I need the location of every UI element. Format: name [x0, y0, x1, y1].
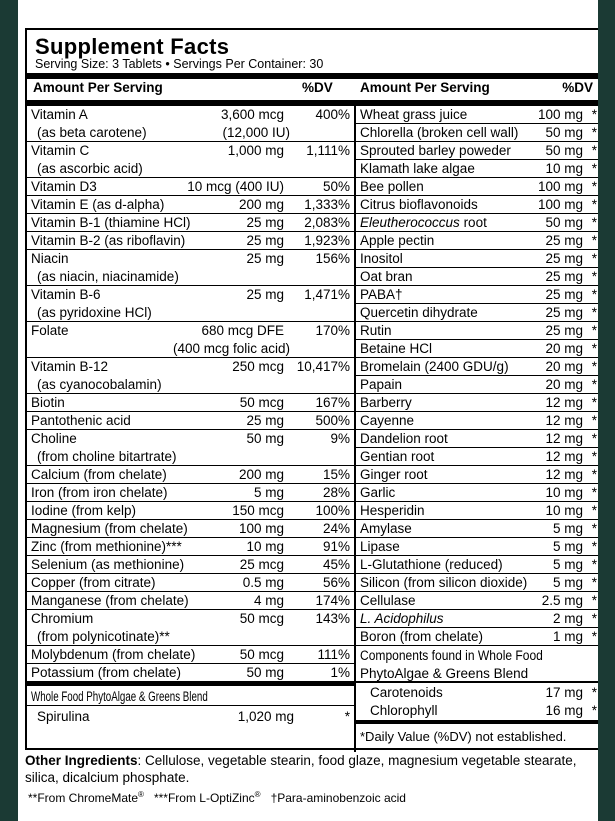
nutrient-name: Vitamin E (as d-alpha) — [31, 197, 165, 212]
nutrient-dv: 1,333% — [304, 197, 350, 212]
nutrient-row — [27, 142, 354, 178]
ingredient-name: Ginger root — [360, 467, 428, 482]
ingredient-amount: 2 mg — [552, 611, 583, 626]
nutrient-row — [27, 412, 354, 430]
nutrient-dv: 1,111% — [306, 143, 350, 158]
ingredient-amount: 25 mg — [545, 233, 583, 248]
nutrient-row — [27, 250, 354, 286]
nutrient-amount: 200 mg — [238, 467, 284, 482]
footnotes — [28, 790, 406, 805]
nutrient-dv: 45% — [322, 557, 350, 572]
nutrient-dv: 400% — [315, 107, 350, 122]
ingredient-name: PABA† — [360, 287, 403, 302]
nutrient-dv: 15% — [322, 467, 350, 482]
components-title-row — [356, 647, 598, 683]
ingredient-dv: * — [591, 575, 597, 590]
nutrient-dv: 156% — [315, 251, 350, 266]
nutrient-dv: 170% — [315, 323, 350, 338]
nutrient-amount: 25 mg — [246, 215, 284, 230]
ingredient-name-italic: Eleutherococcus — [360, 215, 460, 230]
ingredient-row — [356, 196, 598, 214]
nutrient-row — [27, 538, 354, 556]
nutrient-amount: 100 mg — [238, 521, 284, 536]
ingredient-dv: * — [591, 557, 597, 572]
note-rule — [356, 720, 598, 724]
ingredient-dv: * — [591, 359, 597, 374]
ingredient-dv: * — [591, 341, 597, 356]
nutrient-row — [27, 502, 354, 520]
ingredient-row — [356, 250, 598, 268]
component-amount: 16 mg — [545, 703, 583, 718]
nutrient-dv: 28% — [322, 485, 350, 500]
nutrient-name: Vitamin A — [31, 107, 88, 122]
ingredient-row — [356, 268, 598, 286]
ingredient-dv: * — [591, 233, 597, 248]
ingredient-amount: 5 mg — [552, 575, 583, 590]
ingredient-amount: 5 mg — [552, 539, 583, 554]
nutrient-name: Copper (from citrate) — [31, 575, 156, 590]
ingredient-name-italic: L. Acidophilus — [360, 611, 444, 626]
nutrient-row — [27, 196, 354, 214]
nutrient-row — [27, 466, 354, 484]
ingredient-amount: 50 mg — [545, 143, 583, 158]
ingredient-row — [356, 520, 598, 538]
nutrient-source: (as pyridoxine HCl) — [37, 305, 152, 320]
nutrient-dv: 1,471% — [304, 287, 350, 302]
ingredient-row — [356, 322, 598, 340]
nutrient-name: Biotin — [31, 395, 65, 410]
nutrient-name: Folate — [31, 323, 69, 338]
ingredient-row — [356, 466, 598, 484]
other-ingredients-text: : Cellulose, vegetable stearin, food glaze, magnesium vegetable stearate, silica, dicalcium phosphate. — [25, 753, 577, 785]
nutrient-dv: 9% — [330, 431, 350, 446]
blend-item-row — [27, 708, 354, 726]
ingredient-row — [356, 502, 598, 520]
nutrient-name: Magnesium (from chelate) — [31, 521, 188, 536]
component-name: Carotenoids — [370, 685, 443, 700]
ingredient-name: L-Glutathione (reduced) — [360, 557, 503, 572]
supplement-facts-panel — [25, 28, 598, 750]
ingredient-dv: * — [591, 377, 597, 392]
ingredient-dv: * — [591, 269, 597, 284]
nutrient-amount: 25 mg — [246, 251, 284, 266]
nutrient-amount: 10 mcg (400 IU) — [187, 179, 284, 194]
ingredient-row — [356, 538, 598, 556]
ingredient-row — [356, 412, 598, 430]
nutrient-name: Vitamin B-1 (thiamine HCl) — [31, 215, 191, 230]
ingredient-dv: * — [591, 305, 597, 320]
ingredient-name: Rutin — [360, 323, 392, 338]
ingredient-dv: * — [591, 611, 597, 626]
nutrient-row — [27, 214, 354, 232]
nutrient-amount: 50 mcg — [239, 611, 284, 626]
nutrient-dv: 10,417% — [296, 359, 350, 374]
ingredient-dv: * — [591, 251, 597, 266]
ingredient-amount: 12 mg — [545, 467, 583, 482]
nutrient-dv: 2,083% — [304, 215, 350, 230]
footnote-reg-b: ® — [254, 790, 261, 799]
ingredient-amount: 25 mg — [545, 287, 583, 302]
ingredient-dv: * — [591, 179, 597, 194]
ingredient-row — [356, 214, 598, 232]
daily-value-note: *Daily Value (%DV) not established. — [360, 729, 567, 744]
nutrient-row — [27, 394, 354, 412]
nutrient-row — [27, 286, 354, 322]
nutrient-row — [27, 178, 354, 196]
nutrient-amount: 5 mg — [253, 485, 284, 500]
ingredient-amount: 5 mg — [552, 557, 583, 572]
ingredient-name: Dandelion root — [360, 431, 448, 446]
ingredient-amount: 20 mg — [545, 341, 583, 356]
nutrient-dv: 50% — [322, 179, 350, 194]
nutrient-name: Choline — [31, 431, 77, 446]
ingredient-dv: * — [591, 485, 597, 500]
ingredient-row — [356, 232, 598, 250]
ingredient-dv: * — [591, 197, 597, 212]
nutrient-name: Pantothenic acid — [31, 413, 131, 428]
nutrient-name: Chromium — [31, 611, 94, 626]
nutrient-amount: 50 mcg — [239, 647, 284, 662]
thick-rule-top — [27, 73, 598, 79]
nutrient-amount: 4 mg — [253, 593, 284, 608]
component-dv: * — [591, 703, 597, 718]
ingredient-name: Quercetin dihydrate — [360, 305, 478, 320]
supplement-label — [18, 0, 598, 821]
nutrient-row — [27, 430, 354, 466]
ingredient-name: Apple pectin — [360, 233, 435, 248]
nutrient-amount-alt: (400 mcg folic acid) — [172, 341, 290, 356]
ingredient-row — [356, 430, 598, 448]
nutrient-source: (as niacin, niacinamide) — [37, 269, 179, 284]
ingredient-amount: 50 mg — [545, 215, 583, 230]
right-dv-header: %DV — [562, 80, 593, 95]
ingredient-name: Papain — [360, 377, 403, 392]
ingredient-row — [356, 304, 598, 322]
nutrient-amount: 0.5 mg — [242, 575, 284, 590]
ingredient-dv: * — [591, 503, 597, 518]
nutrient-row — [27, 106, 354, 142]
ingredient-name: Gentian root — [360, 449, 435, 464]
nutrient-name: Vitamin D3 — [31, 179, 97, 194]
ingredient-amount: 10 mg — [545, 503, 583, 518]
nutrient-name: Selenium (as methionine) — [31, 557, 185, 572]
nutrient-row — [27, 610, 354, 646]
ingredient-row — [356, 124, 598, 142]
ingredient-amount: 2.5 mg — [541, 593, 583, 608]
ingredient-row — [356, 376, 598, 394]
nutrient-amount: 200 mg — [238, 197, 284, 212]
nutrient-source: (as beta carotene) — [37, 125, 147, 140]
left-amount-header: Amount Per Serving — [33, 80, 163, 95]
nutrient-row — [27, 664, 354, 682]
ingredient-dv: * — [591, 107, 597, 122]
ingredient-dv: * — [591, 143, 597, 158]
serving-info: Serving Size: 3 Tablets • Servings Per Container: 30 — [35, 57, 324, 71]
ingredient-name: Lipase — [360, 539, 400, 554]
ingredient-row — [356, 574, 598, 592]
ingredient-name: Klamath lake algae — [360, 161, 475, 176]
nutrient-dv: 56% — [322, 575, 350, 590]
ingredient-dv: * — [591, 215, 597, 230]
footnote-paba: †Para-aminobenzoic acid — [270, 791, 406, 805]
ingredient-amount: 20 mg — [545, 377, 583, 392]
ingredient-name: Garlic — [360, 485, 396, 500]
nutrient-amount: 3,600 mcg — [220, 107, 284, 122]
nutrient-amount: 250 mcg — [232, 359, 284, 374]
ingredient-row — [356, 142, 598, 160]
ingredient-dv: * — [591, 629, 597, 644]
nutrient-dv: 24% — [322, 521, 350, 536]
nutrient-amount-alt: (12,000 IU) — [222, 125, 290, 140]
ingredient-amount: 10 mg — [545, 485, 583, 500]
ingredient-name — [360, 214, 487, 232]
nutrient-dv: 500% — [315, 413, 350, 428]
ingredient-amount: 100 mg — [537, 107, 583, 122]
nutrient-name: Manganese (from chelate) — [31, 593, 189, 608]
ingredient-amount: 100 mg — [537, 179, 583, 194]
ingredient-dv: * — [591, 449, 597, 464]
other-ingredients-label: Other Ingredients — [25, 753, 138, 768]
other-ingredients — [25, 752, 585, 786]
nutrient-amount: 50 mg — [246, 431, 284, 446]
ingredient-name — [360, 610, 444, 628]
nutrient-name: Zinc (from methionine)*** — [31, 539, 182, 554]
nutrient-amount: 150 mcg — [232, 503, 284, 518]
ingredient-amount: 12 mg — [545, 431, 583, 446]
nutrient-dv: 1,923% — [304, 233, 350, 248]
ingredient-dv: * — [591, 521, 597, 536]
blend-item-amount: 1,020 mg — [237, 709, 294, 724]
ingredient-name: Barberry — [360, 395, 412, 410]
component-amount: 17 mg — [545, 685, 583, 700]
ingredient-amount: 100 mg — [537, 197, 583, 212]
blend-title-row — [27, 688, 354, 706]
panel-title: Supplement Facts — [35, 34, 230, 59]
nutrient-name: Iron (from iron chelate) — [31, 485, 168, 500]
ingredient-amount: 12 mg — [545, 449, 583, 464]
nutrient-amount: 1,000 mg — [227, 143, 284, 158]
ingredient-row — [356, 178, 598, 196]
footnote-reg-a: ® — [138, 790, 144, 799]
nutrient-amount: 10 mg — [246, 539, 284, 554]
ingredient-name: Hesperidin — [360, 503, 425, 518]
ingredient-row — [356, 358, 598, 376]
ingredient-row — [356, 340, 598, 358]
ingredient-dv: * — [591, 539, 597, 554]
nutrient-amount: 25 mcg — [239, 557, 284, 572]
ingredient-name: Oat bran — [360, 269, 413, 284]
component-name: Chlorophyll — [370, 703, 438, 718]
nutrient-amount: 25 mg — [246, 413, 284, 428]
ingredient-amount: 25 mg — [545, 305, 583, 320]
ingredient-name: Bee pollen — [360, 179, 424, 194]
ingredient-dv: * — [591, 467, 597, 482]
ingredient-name: Boron (from chelate) — [360, 629, 484, 644]
ingredient-name: Silicon (from silicon dioxide) — [360, 575, 528, 590]
ingredient-amount: 25 mg — [545, 269, 583, 284]
ingredient-row — [356, 106, 598, 124]
ingredient-name: Inositol — [360, 251, 403, 266]
ingredient-amount: 50 mg — [545, 125, 583, 140]
blend-title: Whole Food PhytoAlgae & Greens Blend — [31, 689, 208, 704]
nutrient-source: (as ascorbic acid) — [37, 161, 143, 176]
footnote-optizinc: ***From L-OptiZinc — [153, 791, 255, 805]
components-title-line1: Components found in Whole Food — [360, 648, 543, 663]
ingredient-name: Betaine HCl — [360, 341, 433, 356]
nutrient-row — [27, 520, 354, 538]
nutrient-row — [27, 484, 354, 502]
nutrient-name: Iodine (from kelp) — [31, 503, 137, 518]
nutrient-amount: 25 mg — [246, 233, 284, 248]
nutrient-amount: 680 mcg DFE — [201, 323, 284, 338]
ingredient-name: Chlorella (broken cell wall) — [360, 125, 519, 140]
ingredient-dv: * — [591, 413, 597, 428]
ingredient-amount: 25 mg — [545, 251, 583, 266]
nutrient-name: Niacin — [31, 251, 69, 266]
nutrient-dv: 91% — [322, 539, 350, 554]
ingredient-row — [356, 484, 598, 502]
ingredient-dv: * — [591, 431, 597, 446]
ingredient-amount: 25 mg — [545, 323, 583, 338]
ingredient-row — [356, 556, 598, 574]
ingredient-amount: 5 mg — [552, 521, 583, 536]
footnote-chromemate: **From ChromeMate — [28, 791, 139, 805]
nutrient-name: Vitamin B-2 (as riboflavin) — [31, 233, 186, 248]
nutrient-source: (from choline bitartrate) — [37, 449, 177, 464]
ingredient-dv: * — [591, 287, 597, 302]
nutrient-row — [27, 232, 354, 250]
nutrient-name: Molybdenum (from chelate) — [31, 647, 196, 662]
ingredient-dv: * — [591, 323, 597, 338]
ingredient-row — [356, 610, 598, 628]
ingredient-amount: 12 mg — [545, 413, 583, 428]
nutrient-dv: 174% — [315, 593, 350, 608]
nutrient-row — [27, 556, 354, 574]
ingredient-row — [356, 394, 598, 412]
left-dv-header: %DV — [302, 80, 333, 95]
nutrient-row — [27, 358, 354, 394]
components-title-line2: PhytoAlgae & Greens Blend — [360, 666, 529, 681]
blend-item-dv: * — [344, 709, 350, 724]
ingredient-name: Cayenne — [360, 413, 415, 428]
nutrient-amount: 50 mg — [246, 665, 284, 680]
ingredient-row — [356, 160, 598, 178]
ingredient-row — [356, 448, 598, 466]
ingredient-name: Bromelain (2400 GDU/g) — [360, 359, 509, 374]
nutrient-dv: 1% — [330, 665, 350, 680]
ingredient-row — [356, 286, 598, 304]
nutrient-dv: 100% — [315, 503, 350, 518]
ingredient-dv: * — [591, 125, 597, 140]
ingredient-row — [356, 628, 598, 646]
ingredient-name-rest: root — [459, 215, 487, 230]
ingredient-row — [356, 592, 598, 610]
nutrient-name: Vitamin B-12 — [31, 359, 109, 374]
nutrient-name: Potassium (from chelate) — [31, 665, 182, 680]
nutrient-row — [27, 322, 354, 358]
nutrient-source: (as cyanocobalamin) — [37, 377, 162, 392]
ingredient-name: Amylase — [360, 521, 412, 536]
right-amount-header: Amount Per Serving — [360, 80, 490, 95]
blend-rule-left — [27, 682, 354, 686]
nutrient-amount: 50 mcg — [239, 395, 284, 410]
ingredient-amount: 12 mg — [545, 395, 583, 410]
nutrient-dv: 111% — [317, 647, 350, 662]
ingredient-dv: * — [591, 161, 597, 176]
ingredient-dv: * — [591, 593, 597, 608]
component-row — [356, 702, 598, 720]
nutrient-row — [27, 646, 354, 664]
nutrient-name: Calcium (from chelate) — [31, 467, 167, 482]
nutrient-dv: 167% — [315, 395, 350, 410]
ingredient-name: Sprouted barley poweder — [360, 143, 511, 158]
ingredient-name: Citrus bioflavonoids — [360, 197, 478, 212]
nutrient-dv: 143% — [315, 611, 350, 626]
nutrient-name: Vitamin C — [31, 143, 90, 158]
ingredient-name: Wheat grass juice — [360, 107, 468, 122]
ingredient-amount: 10 mg — [545, 161, 583, 176]
nutrient-row — [27, 574, 354, 592]
ingredient-amount: 20 mg — [545, 359, 583, 374]
nutrient-source: (from polynicotinate)** — [37, 629, 170, 644]
nutrient-row — [27, 592, 354, 610]
component-row — [356, 684, 598, 702]
ingredient-dv: * — [591, 395, 597, 410]
ingredient-name: Cellulase — [360, 593, 416, 608]
nutrient-name: Vitamin B-6 — [31, 287, 101, 302]
component-dv: * — [591, 685, 597, 700]
nutrient-amount: 25 mg — [246, 287, 284, 302]
ingredient-amount: 1 mg — [552, 629, 583, 644]
blend-item-name: Spirulina — [37, 709, 90, 724]
